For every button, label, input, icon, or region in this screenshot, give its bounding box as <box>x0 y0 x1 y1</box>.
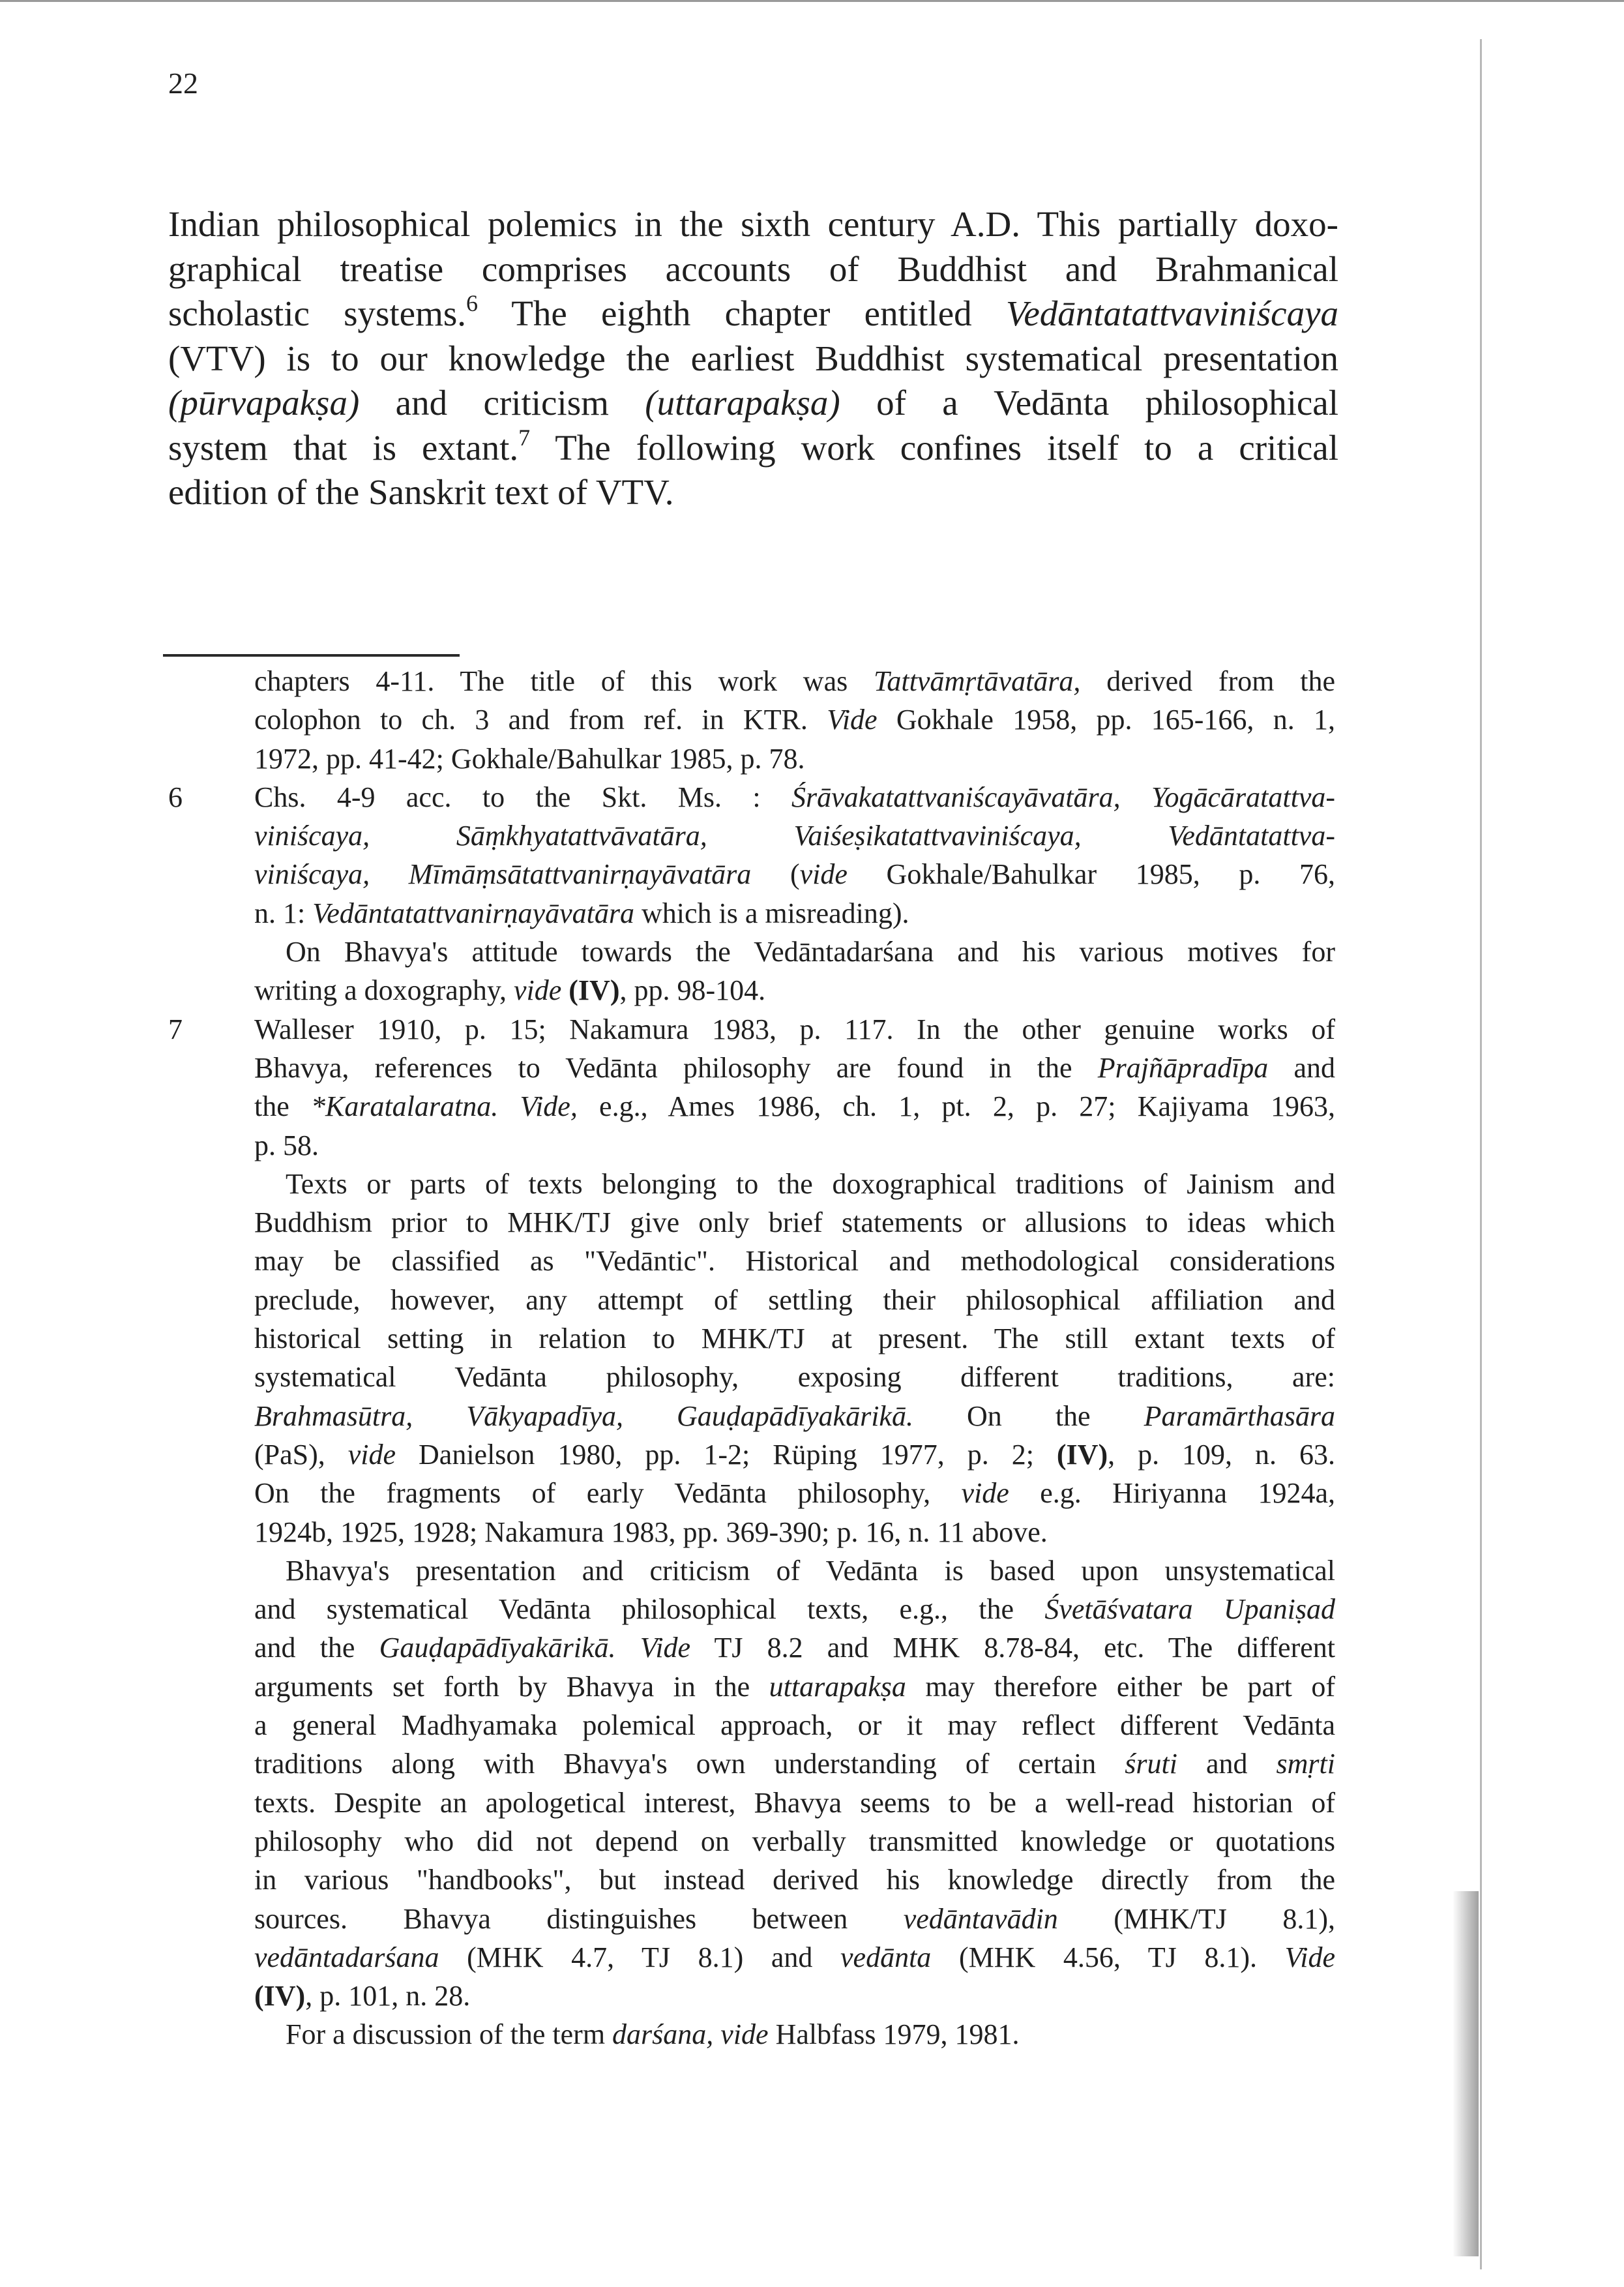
footnote-line: the *Karatalaratna. Vide, e.g., Ames 1986, ch. 1, pt. 2, p. 27; Kajiyama 1963, <box>254 1090 1335 1123</box>
footnote-line: (PaS), vide Danielson 1980, pp. 1-2; Rüping 1977, p. 2; (IV), p. 109, n. 63. <box>254 1438 1335 1471</box>
body-line: (pūrvapakṣa) and criticism (uttarapakṣa) of a Vedānta philosophical <box>168 383 1338 423</box>
footnote-line: Buddhism prior to MHK/TJ give only brief statements or allusions to ideas which <box>254 1206 1335 1239</box>
footnote-line: Chs. 4-9 acc. to the Skt. Ms. : Śrāvakatattvaniścayāvatāra, Yogācāratattva- <box>254 781 1335 813</box>
footnote-line: viniścaya, Sāṃkhyatattvāvatāra, Vaiśeṣikatattvaviniścaya, Vedāntatattva- <box>254 820 1335 852</box>
footnote-line: (IV), p. 101, n. 28. <box>254 1980 471 2012</box>
footnote-number: 7 <box>168 1013 183 1045</box>
footnote-line: a general Madhyamaka polemical approach, or it may reflect different Vedānta <box>254 1709 1335 1742</box>
body-line: graphical treatise comprises accounts of Buddhist and Brahmanical <box>168 248 1338 289</box>
top-scan-edge <box>0 0 1624 2</box>
footnote-line: systematical Vedānta philosophy, exposing different traditions, are: <box>254 1361 1335 1394</box>
footnote-line: Bhavya's presentation and criticism of Vedānta is based upon unsystematical <box>286 1554 1335 1587</box>
footnote-line: vedāntadarśana (MHK 4.7, TJ 8.1) and vedānta (MHK 4.56, TJ 8.1). Vide <box>254 1941 1336 1973</box>
footnote-line: chapters 4-11. The title of this work was Tattvāmṛtāvatāra, derived from the <box>254 665 1335 697</box>
footnote-line: n. 1: Vedāntatattvanirṇayāvatāra which is a misreading). <box>254 897 909 929</box>
footnote-line: 1924b, 1925, 1928; Nakamura 1983, pp. 369-390; p. 16, n. 11 above. <box>254 1516 1048 1548</box>
footnote-line: may be classified as "Vedāntic". Historical and methodological considerations <box>254 1245 1335 1278</box>
scan-shadow <box>1453 1891 1479 2256</box>
footnote-ref-6: 6 <box>466 290 479 316</box>
footnote-line: Brahmasūtra, Vākyapadīya, Gauḍapādīyakārikā. On the Paramārthasāra <box>254 1399 1336 1432</box>
footnote-continued <box>168 662 1335 778</box>
footnote-line: On Bhavya's attitude towards the Vedāntadarśana and his various motives for <box>286 936 1335 968</box>
footnote-line: writing a doxography, vide (IV), pp. 98-104. <box>254 974 766 1007</box>
body-line: Indian philosophical polemics in the sixth century A.D. This partially doxo- <box>168 204 1338 244</box>
footnote-line: On the fragments of early Vedānta philosophy, vide e.g. Hiriyanna 1924a, <box>254 1477 1335 1510</box>
footnote-line: Walleser 1910, p. 15; Nakamura 1983, p. 117. In the other genuine works of <box>254 1013 1335 1045</box>
body-line: scholastic systems.$^6$ The eighth chapter entitled Vedāntatattvaviniścaya <box>168 290 1338 333</box>
body-line: system that is extant.$^7$ The following work confines itself to a critical <box>168 424 1338 468</box>
footnote-line: Texts or parts of texts belonging to the doxographical traditions of Jainism and <box>286 1167 1335 1200</box>
page-number: 22 <box>168 67 198 100</box>
right-scan-edge <box>1480 39 1482 2269</box>
footnote-line: For a discussion of the term darśana, vide Halbfass 1979, 1981. <box>286 2018 1020 2051</box>
footnote-line: and the Gauḍapādīyakārikā. Vide TJ 8.2 and MHK 8.78-84, etc. The different <box>254 1632 1335 1664</box>
footnote-line: arguments set forth by Bhavya in the uttarapakṣa may therefore either be part of <box>254 1670 1335 1703</box>
footnote-line: p. 58. <box>254 1129 319 1161</box>
footnote-line: historical setting in relation to MHK/TJ at present. The still extant texts of <box>254 1323 1335 1355</box>
footnote-line: traditions along with Bhavya's own understanding of certain śruti and smṛti <box>254 1748 1335 1780</box>
footnote-line: Bhavya, references to Vedānta philosophy are found in the Prajñāpradīpa and <box>254 1051 1336 1084</box>
footnote-number: 6 <box>168 781 183 813</box>
footnote-line: preclude, however, any attempt of settling their philosophical affiliation and <box>254 1283 1335 1316</box>
footnote-line: sources. Bhavya distinguishes between vedāntavādin (MHK/TJ 8.1), <box>254 1902 1335 1935</box>
body-paragraph <box>168 202 1338 515</box>
footnote-line: and systematical Vedānta philosophical texts, e.g., the Śvetāśvatara Upaniṣad <box>254 1593 1335 1626</box>
footnote-line: viniścaya, Mīmāṃsātattvanirṇayāvatāra (vide Gokhale/Bahulkar 1985, p. 76, <box>254 858 1336 891</box>
body-line: (VTV) is to our knowledge the earliest Buddhist systematical presentation <box>168 338 1338 378</box>
footnote-line: colophon to ch. 3 and from ref. in KTR. Vide Gokhale 1958, pp. 165-166, n. 1, <box>254 704 1336 736</box>
footnote-7 <box>168 1010 1335 2054</box>
footnote-line: philosophy who did not depend on verbally transmitted knowledge or quotations <box>254 1825 1335 1857</box>
footnote-line: 1972, pp. 41-42; Gokhale/Bahulkar 1985, p. 78. <box>254 742 805 775</box>
footnote-divider <box>163 654 460 657</box>
body-line: edition of the Sanskrit text of VTV. <box>168 472 674 512</box>
footnote-line: in various "handbooks", but instead derived his knowledge directly from the <box>254 1864 1335 1896</box>
footnotes <box>168 662 1335 2054</box>
footnote-6 <box>168 778 1335 1010</box>
footnote-line: texts. Despite an apologetical interest, Bhavya seems to be a well-read historian of <box>254 1786 1335 1819</box>
footnote-ref-7: 7 <box>518 424 531 451</box>
